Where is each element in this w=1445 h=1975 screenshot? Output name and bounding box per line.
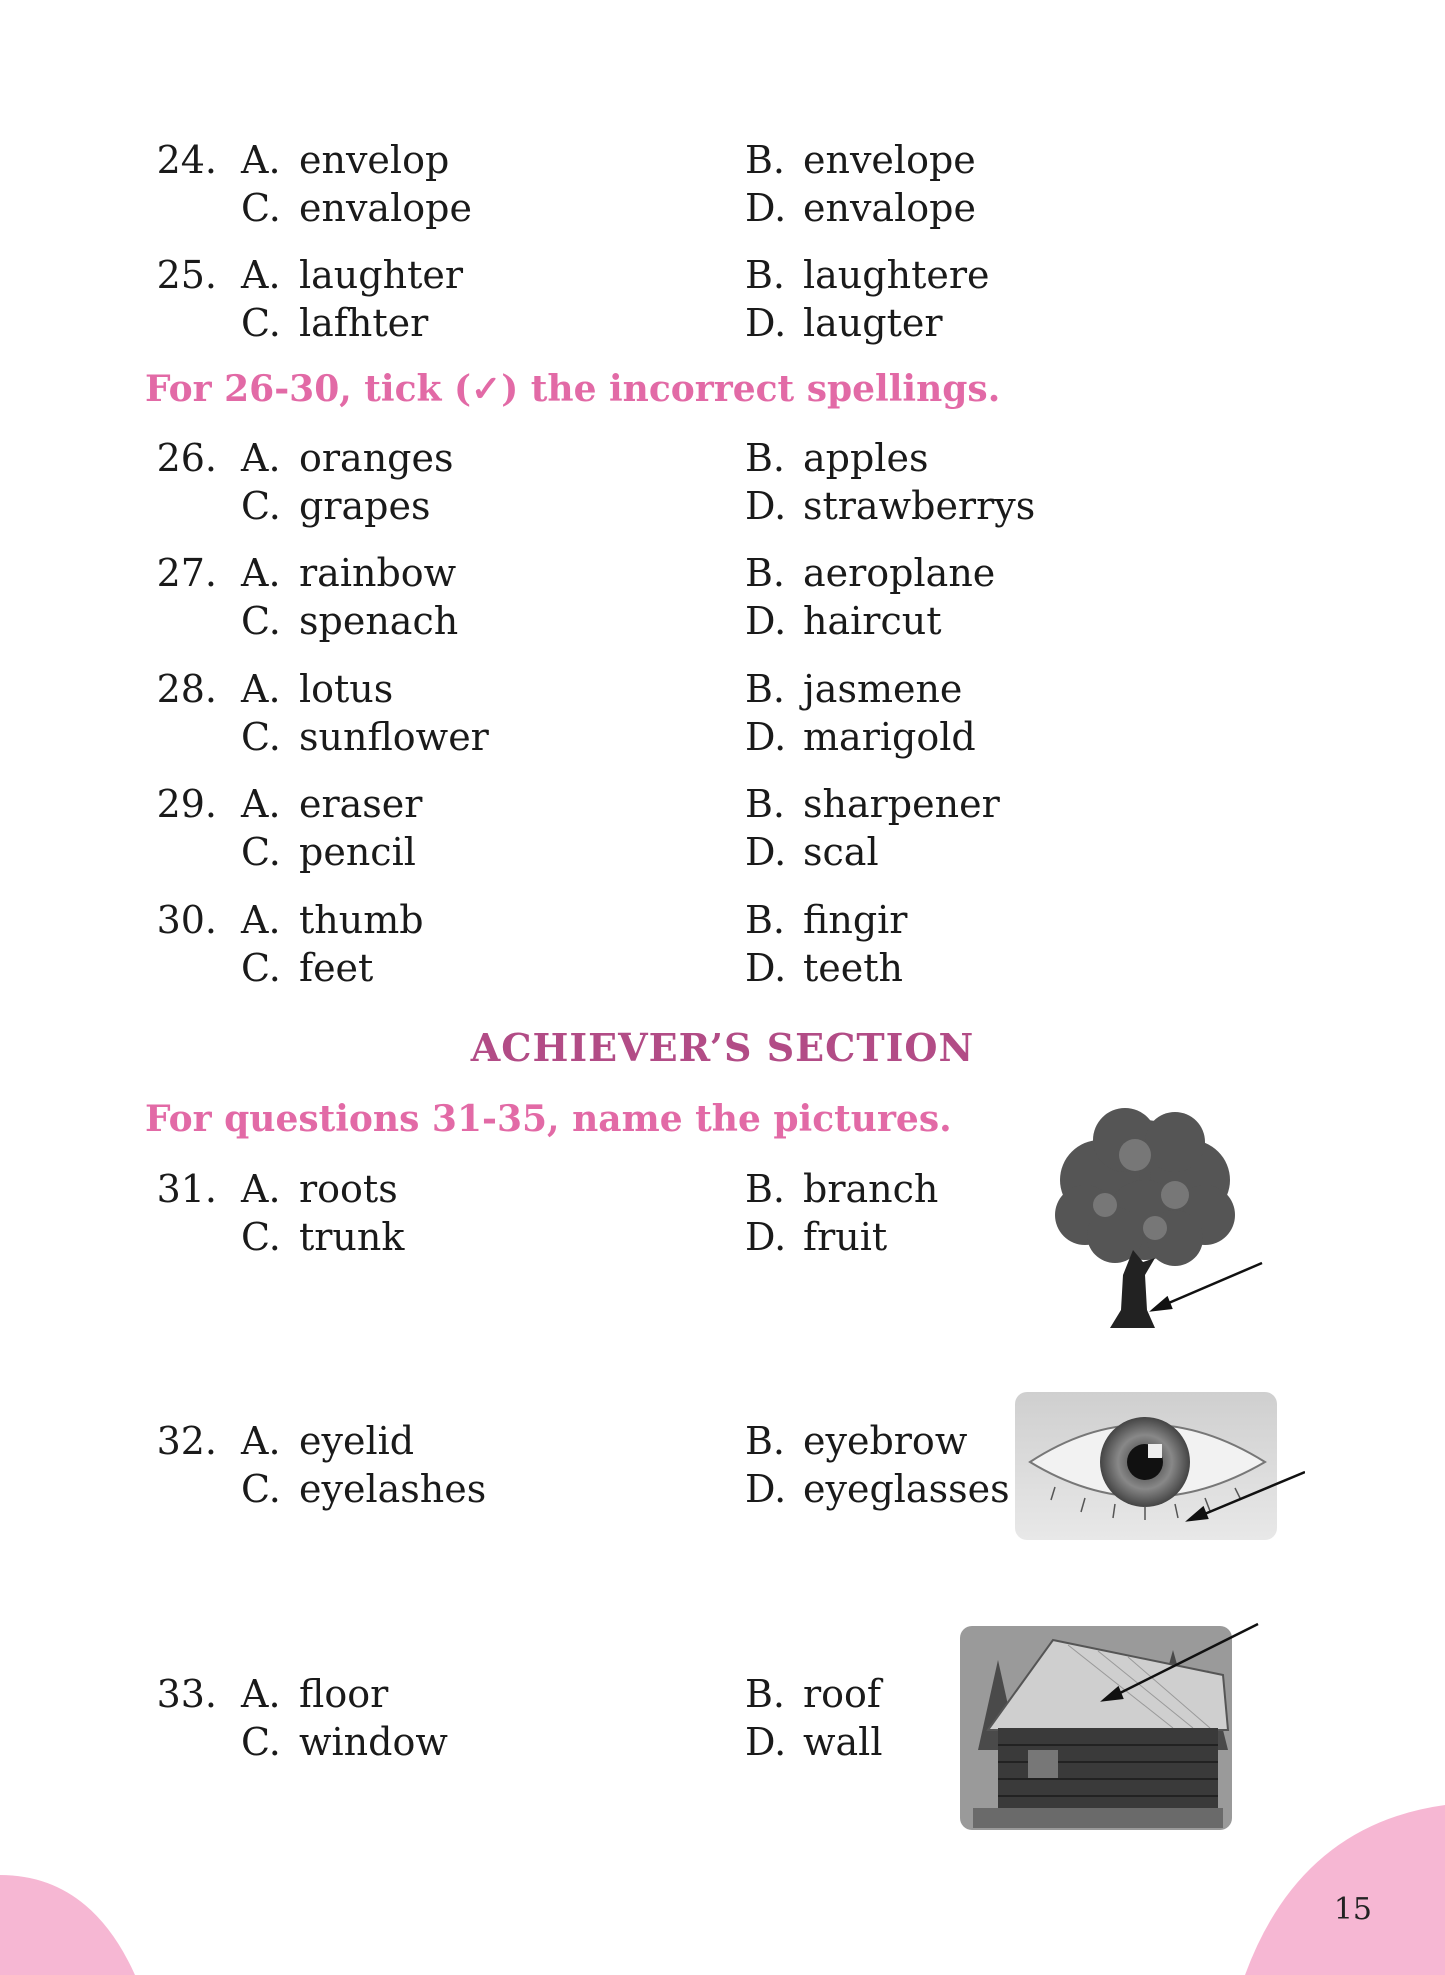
- page-number: 15: [1333, 1892, 1372, 1927]
- option-c[interactable]: C. eyelashes: [241, 1467, 487, 1511]
- option-b[interactable]: B. roof: [745, 1672, 881, 1716]
- eye-picture: [1015, 1392, 1305, 1540]
- option-c[interactable]: C. spenach: [241, 599, 459, 643]
- question-25: [145, 251, 1045, 347]
- question-number: 33.: [156, 1672, 217, 1716]
- corner-decoration-left: [0, 1870, 140, 1975]
- option-b[interactable]: B. fingir: [745, 898, 908, 942]
- option-c[interactable]: C. envalope: [241, 186, 472, 230]
- question-28: [145, 665, 1045, 761]
- question-number: 30.: [156, 898, 217, 942]
- option-a[interactable]: A. eyelid: [241, 1419, 415, 1463]
- option-c[interactable]: C. grapes: [241, 484, 431, 528]
- arrow-icon: [1153, 1263, 1262, 1310]
- instruction-heading: For questions 31-35, name the pictures.: [145, 1098, 952, 1140]
- option-c[interactable]: C. lafhter: [241, 301, 429, 345]
- option-b[interactable]: B. sharpener: [745, 782, 1000, 826]
- question-number: 28.: [156, 667, 217, 711]
- option-a[interactable]: A. lotus: [241, 667, 394, 711]
- option-a[interactable]: A. roots: [241, 1167, 398, 1211]
- corner-decoration-right: [1240, 1800, 1445, 1975]
- tree-canopy: [1055, 1108, 1235, 1266]
- tree-picture: [1015, 1100, 1275, 1330]
- question-number: 32.: [156, 1419, 217, 1463]
- option-d[interactable]: D. haircut: [745, 599, 942, 643]
- instruction-heading: For 26-30, tick (✓) the incorrect spellings.: [145, 368, 1001, 410]
- option-a[interactable]: A. eraser: [241, 782, 423, 826]
- option-a[interactable]: A. laughter: [241, 253, 464, 297]
- option-c[interactable]: C. pencil: [241, 830, 416, 874]
- option-d[interactable]: D. eyeglasses: [745, 1467, 1010, 1511]
- option-d[interactable]: D. wall: [745, 1720, 883, 1764]
- option-b[interactable]: B. jasmene: [745, 667, 963, 711]
- option-c[interactable]: C. window: [241, 1720, 448, 1764]
- option-b[interactable]: B. envelope: [745, 138, 976, 182]
- question-number: 31.: [156, 1167, 217, 1211]
- question-26: [145, 434, 1045, 530]
- question-31: [145, 1165, 1045, 1261]
- option-a[interactable]: A. floor: [241, 1672, 389, 1716]
- question-33: [145, 1670, 1045, 1766]
- question-27: [145, 549, 1045, 645]
- question-number: 24.: [156, 138, 217, 182]
- option-b[interactable]: B. apples: [745, 436, 929, 480]
- question-30: [145, 896, 1045, 992]
- option-a[interactable]: A. envelop: [241, 138, 450, 182]
- option-b[interactable]: B. aeroplane: [745, 551, 996, 595]
- option-b[interactable]: B. branch: [745, 1167, 939, 1211]
- option-d[interactable]: D. strawberrys: [745, 484, 1036, 528]
- option-d[interactable]: D. marigold: [745, 715, 976, 759]
- section-title: ACHIEVER’S SECTION: [470, 1025, 975, 1070]
- option-a[interactable]: A. oranges: [241, 436, 454, 480]
- option-d[interactable]: D. teeth: [745, 946, 903, 990]
- option-c[interactable]: C. trunk: [241, 1215, 405, 1259]
- option-b[interactable]: B. eyebrow: [745, 1419, 968, 1463]
- option-a[interactable]: A. thumb: [241, 898, 424, 942]
- option-c[interactable]: C. sunflower: [241, 715, 489, 759]
- house-picture: [958, 1620, 1268, 1832]
- question-32: [145, 1417, 1045, 1513]
- question-24: [145, 136, 1045, 232]
- option-b[interactable]: B. laughtere: [745, 253, 990, 297]
- window: [1028, 1750, 1058, 1778]
- question-number: 27.: [156, 551, 217, 595]
- question-number: 25.: [156, 253, 217, 297]
- option-c[interactable]: C. feet: [241, 946, 374, 990]
- question-29: [145, 780, 1045, 876]
- option-d[interactable]: D. scal: [745, 830, 879, 874]
- question-number: 26.: [156, 436, 217, 480]
- option-d[interactable]: D. laugter: [745, 301, 943, 345]
- option-a[interactable]: A. rainbow: [241, 551, 457, 595]
- option-d[interactable]: D. fruit: [745, 1215, 888, 1259]
- option-d[interactable]: D. envalope: [745, 186, 976, 230]
- question-number: 29.: [156, 782, 217, 826]
